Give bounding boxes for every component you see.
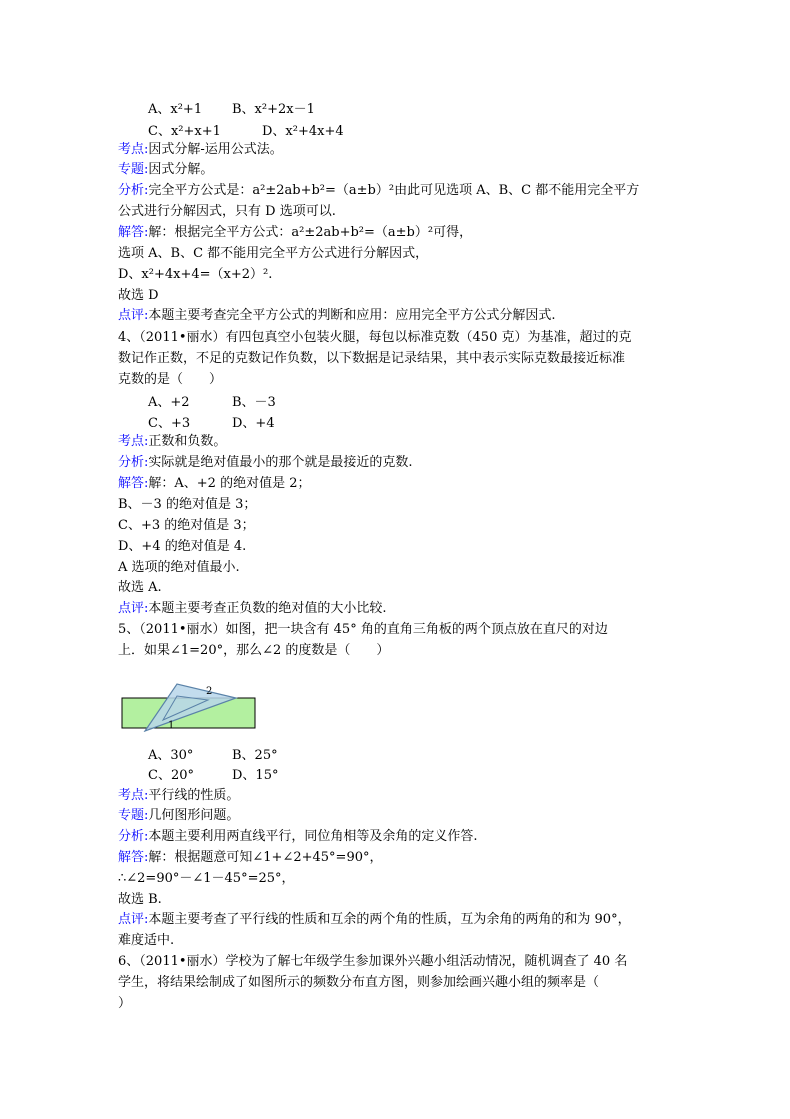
q4-jieda-line3: C、+3 的绝对值是 3； (118, 518, 255, 533)
q3-kaodian (118, 140, 678, 160)
jieda-text: 解：A、+2 的绝对值是 2； (148, 476, 311, 491)
q3-jieda-line2: 选项 A、B、C 都不能用完全平方公式进行分解因式， (118, 246, 429, 261)
dianping-label: 点评: (118, 601, 149, 616)
jieda-label: 解答: (118, 225, 149, 240)
q6-stem-line2: 学生，将结果绘制成了如图所示的频数分布直方图，则参加绘画兴趣小组的频率是（ (118, 975, 600, 990)
kaodian-label: 考点: (118, 788, 149, 803)
q5-option-b: B、25° (232, 748, 278, 763)
dianping-text: 本题主要考查了平行线的性质和互余的两个角的性质，互为余角的两角的和为 90°， (148, 912, 631, 927)
q4-stem-line2: 数记作正数，不足的克数记作负数，以下数据是记录结果，其中表示实际克数最接近标准 (118, 351, 626, 366)
angle-2-label: 2 (206, 686, 213, 697)
zhuanti-label: 专题: (118, 162, 149, 177)
dianping-label: 点评: (118, 912, 149, 927)
q4-option-a: A、+2 (148, 395, 190, 410)
q5-dianping-line2: 难度适中. (118, 933, 175, 948)
q4-option-b: B、－3 (232, 395, 276, 410)
q4-option-d: D、+4 (232, 416, 275, 431)
q4-stem-line1: 4、（2011•丽水）有四包真空小包装火腿，每包以标准克数（450 克）为基准，超过的克 (118, 330, 632, 345)
zhuanti-text: 几何图形问题。 (148, 808, 240, 823)
q4-fenxi (118, 453, 678, 473)
q3-option-d: D、x²+4x+4 (262, 124, 344, 139)
q4-jieda-line5: A 选项的绝对值最小. (118, 560, 240, 575)
q3-jieda-line4: 故选 D (118, 288, 159, 303)
q4-jieda-line6: 故选 A. (118, 580, 162, 595)
angle-1-label: 1 (168, 720, 175, 731)
q4-jieda-line2: B、－3 的绝对值是 3； (118, 497, 257, 512)
q3-option-c: C、x²+x+1 (148, 124, 221, 139)
kaodian-text: 正数和负数。 (148, 434, 227, 449)
q3-jieda-line3: D、x²+4x+4=（x+2）². (118, 267, 273, 282)
q5-option-c: C、20° (148, 768, 194, 783)
q3-fenxi (118, 181, 678, 201)
q4-dianping (118, 599, 678, 619)
zhuanti-label: 专题: (118, 808, 149, 823)
jieda-text: 解：根据完全平方公式：a²±2ab+b²=（a±b）²可得， (148, 225, 473, 240)
fenxi-text: 本题主要利用两直线平行，同位角相等及余角的定义作答. (148, 829, 478, 844)
q5-stem-line1: 5、（2011•丽水）如图，把一块含有 45° 角的直角三角板的两个顶点放在直尺的对边 (118, 622, 608, 637)
q5-dianping (118, 910, 678, 930)
zhuanti-text: 因式分解。 (148, 162, 214, 177)
q6-stem-line3: ） (118, 996, 132, 1011)
q5-jieda-line2: ∴∠2=90°－∠1－45°=25°， (118, 871, 295, 886)
q4-option-c: C、+3 (148, 416, 191, 431)
q3-option-b: B、x²+2x－1 (232, 102, 315, 117)
fenxi-label: 分析: (118, 829, 149, 844)
jieda-label: 解答: (118, 476, 149, 491)
fenxi-label: 分析: (118, 455, 149, 470)
q3-dianping (118, 306, 678, 326)
ruler-triangle-figure (120, 682, 260, 732)
q5-option-a: A、30° (148, 748, 194, 763)
q4-kaodian (118, 432, 678, 452)
q3-option-a: A、x²+1 (148, 102, 203, 117)
jieda-text: 解：根据题意可知∠1+∠2+45°=90°， (148, 850, 383, 865)
q4-jieda (118, 474, 678, 494)
q3-fenxi-line2: 公式进行分解因式，只有 D 选项可以. (118, 204, 336, 219)
jieda-label: 解答: (118, 850, 149, 865)
kaodian-text: 因式分解-运用公式法。 (148, 142, 283, 157)
q5-option-d: D、15° (232, 768, 279, 783)
fenxi-label: 分析: (118, 183, 149, 198)
q5-kaodian (118, 786, 678, 806)
dianping-text: 本题主要考查完全平方公式的判断和应用：应用完全平方公式分解因式. (148, 308, 556, 323)
q4-jieda-line4: D、+4 的绝对值是 4. (118, 539, 247, 554)
q4-stem-line3: 克数的是（ ） (118, 372, 223, 387)
kaodian-text: 平行线的性质。 (148, 788, 240, 803)
dianping-text: 本题主要考查正负数的绝对值的大小比较. (148, 601, 387, 616)
kaodian-label: 考点: (118, 434, 149, 449)
q5-stem-line2: 上．如果∠1=20°，那么∠2 的度数是（ ） (118, 643, 390, 658)
kaodian-label: 考点: (118, 142, 149, 157)
q3-jieda (118, 223, 678, 243)
fenxi-text: 完全平方公式是：a²±2ab+b²=（a±b）²由此可见选项 A、B、C 都不能用完全平方 (148, 183, 640, 198)
fenxi-text: 实际就是绝对值最小的那个就是最接近的克数. (148, 455, 413, 470)
q5-zhuanti (118, 806, 678, 826)
q3-zhuanti (118, 160, 678, 180)
q5-jieda-line3: 故选 B. (118, 892, 162, 907)
dianping-label: 点评: (118, 308, 149, 323)
q5-fenxi (118, 827, 678, 847)
q5-jieda (118, 848, 678, 868)
q6-stem-line1: 6、（2011•丽水）学校为了解七年级学生参加课外兴趣小组活动情况，随机调查了 40 名 (118, 954, 628, 969)
